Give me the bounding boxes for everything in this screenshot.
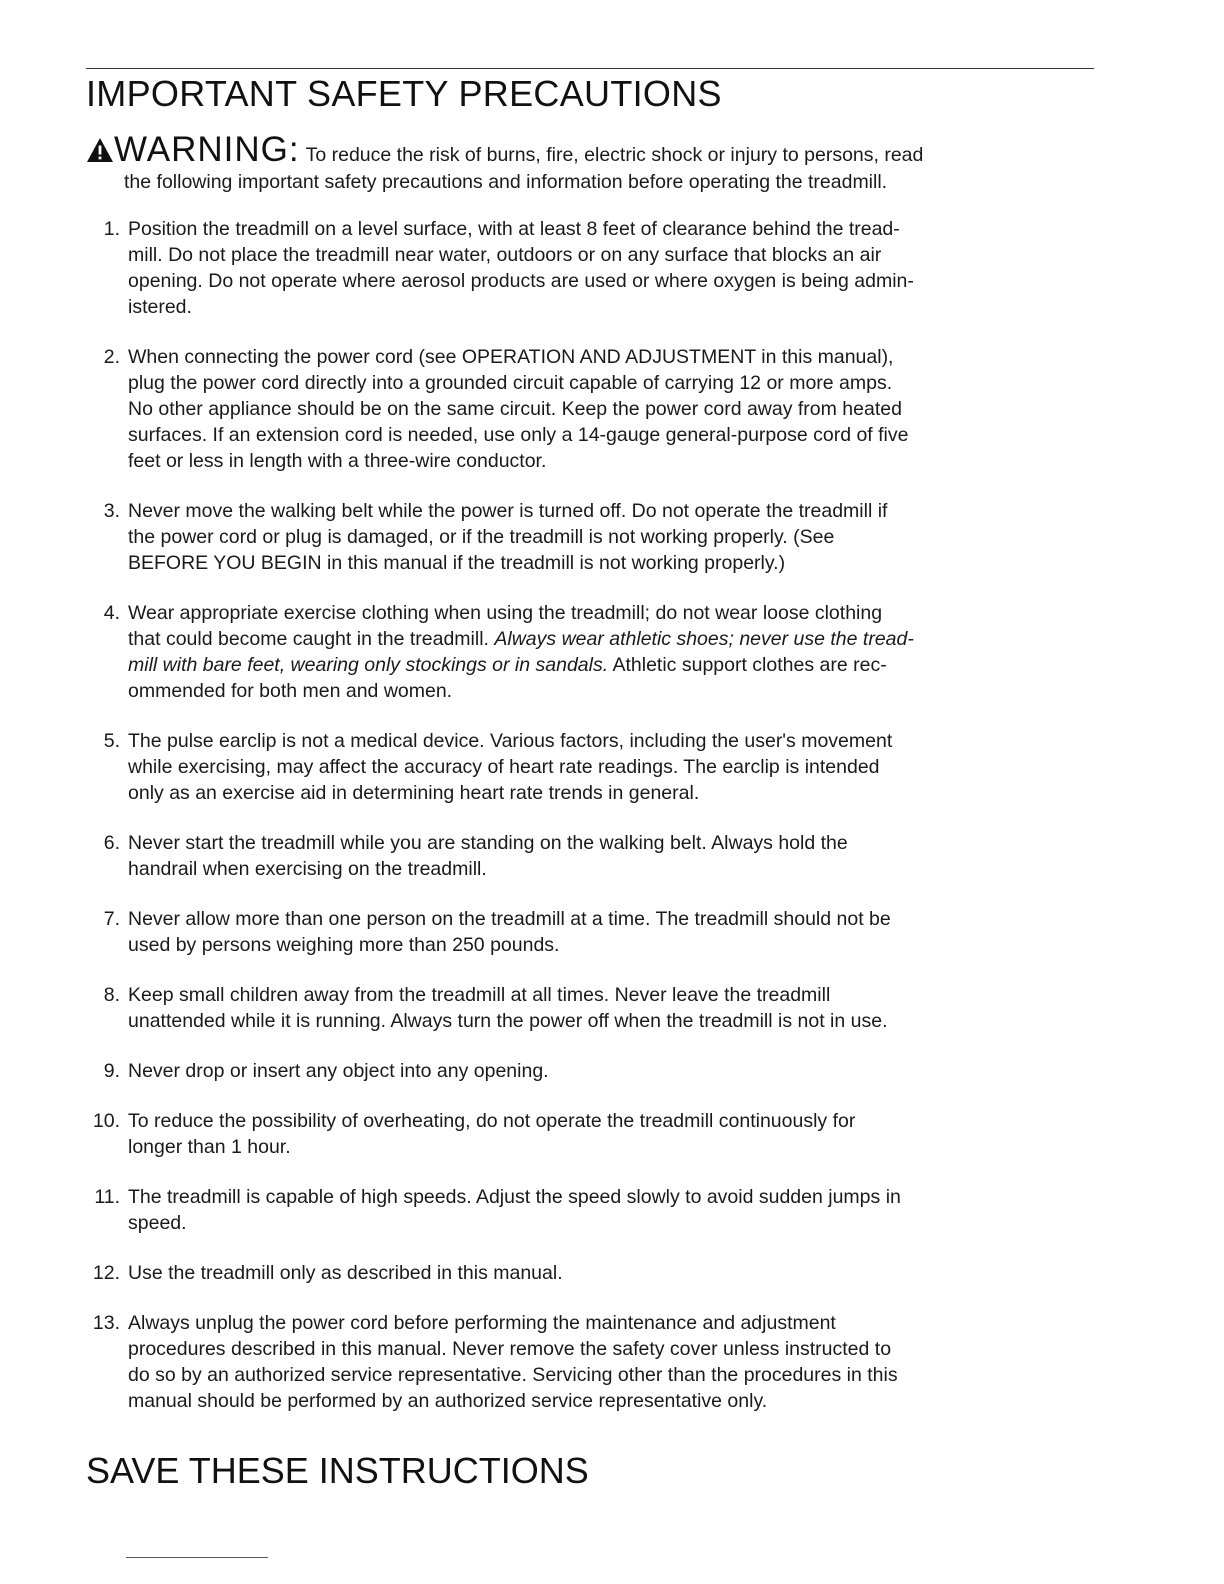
- precautions-list: [86, 216, 1096, 1438]
- list-item-11: [86, 1184, 1096, 1236]
- item-number: 10.: [92, 1110, 120, 1132]
- item-text-line: mill. Do not place the treadmill near water, outdoors or on any surface that blocks an air: [128, 244, 882, 266]
- warning-line-1: [86, 130, 1096, 169]
- item-text-line: surfaces. If an extension cord is needed, use only a 14-gauge general-purpose cord of five: [128, 424, 909, 446]
- item-text-line: procedures described in this manual. Never remove the safety cover unless instructed to: [128, 1338, 892, 1360]
- item-number: 6.: [103, 832, 120, 854]
- item-text-line: Keep small children away from the treadmill at all times. Never leave the treadmill: [128, 984, 831, 1006]
- item-number: 8.: [103, 984, 120, 1006]
- item-text-line: do so by an authorized service representative. Servicing other than the procedures in this: [128, 1364, 898, 1386]
- list-item-8: [86, 982, 1096, 1034]
- item-text-line: The pulse earclip is not a medical device. Various factors, including the user's movement: [128, 730, 893, 752]
- item-text-line: Wear appropriate exercise clothing when using the treadmill; do not wear loose clothing: [128, 602, 883, 624]
- list-item-2: [86, 344, 1096, 474]
- item-text-line: the power cord or plug is damaged, or if the treadmill is not working properly. (See: [128, 526, 835, 548]
- item-text-line: speed.: [128, 1212, 187, 1234]
- warning-block: [86, 130, 1096, 196]
- item-text-line: istered.: [128, 296, 192, 318]
- item-text-line: only as an exercise aid in determining heart rate trends in general.: [128, 782, 700, 804]
- item-text-line: manual should be performed by an authorized service representative only.: [128, 1390, 768, 1412]
- item-text-line: Never allow more than one person on the treadmill at a time. The treadmill should not be: [128, 908, 891, 930]
- list-item-5: [86, 728, 1096, 806]
- item-number: 4.: [103, 602, 120, 624]
- save-instructions-heading: SAVE THESE INSTRUCTIONS: [86, 1450, 589, 1491]
- item-text-line: Use the treadmill only as described in this manual.: [128, 1262, 563, 1284]
- item-text-line: Never start the treadmill while you are standing on the walking belt. Always hold the: [128, 832, 848, 854]
- list-item-6: [86, 830, 1096, 882]
- item-text-plain: Athletic support clothes are rec-: [608, 654, 887, 676]
- warning-triangle-icon: [86, 137, 114, 163]
- bottom-rule: [126, 1557, 268, 1558]
- warning-text-2: the following important safety precautions and information before operating the treadmill.: [124, 171, 888, 193]
- list-item-9: [86, 1058, 1096, 1084]
- item-text-line: When connecting the power cord (see OPERATION AND ADJUSTMENT in this manual),: [128, 346, 894, 368]
- list-item-4: [86, 600, 1096, 704]
- item-text-line: feet or less in length with a three-wire conductor.: [128, 450, 547, 472]
- item-number: 5.: [103, 730, 120, 752]
- list-item-1: [86, 216, 1096, 320]
- item-text-line: The treadmill is capable of high speeds. Adjust the speed slowly to avoid sudden jumps in: [128, 1186, 901, 1208]
- item-number: 7.: [103, 908, 120, 930]
- item-number: 9.: [103, 1060, 120, 1082]
- list-item-13: [86, 1310, 1096, 1414]
- item-number: 2.: [103, 346, 120, 368]
- item-text-line: Never move the walking belt while the power is turned off. Do not operate the treadmill if: [128, 500, 888, 522]
- top-rule: [86, 68, 1094, 69]
- item-text-line: Never drop or insert any object into any opening.: [128, 1060, 549, 1082]
- item-text-plain: that could become caught in the treadmill.: [128, 628, 495, 650]
- warning-text-1: To reduce the risk of burns, fire, electric shock or injury to persons, read: [305, 144, 924, 166]
- item-text-line: while exercising, may affect the accuracy of heart rate readings. The earclip is intended: [128, 756, 880, 778]
- item-text-line: longer than 1 hour.: [128, 1136, 291, 1158]
- item-number: 3.: [103, 500, 120, 522]
- item-text-line: opening. Do not operate where aerosol products are used or where oxygen is being admin-: [128, 270, 914, 292]
- list-item-7: [86, 906, 1096, 958]
- item-number: 1.: [103, 218, 120, 240]
- list-item-12: [86, 1260, 1096, 1286]
- list-item-10: [86, 1108, 1096, 1160]
- item-number: 12.: [92, 1262, 120, 1284]
- item-text-line: No other appliance should be on the same circuit. Keep the power cord away from heated: [128, 398, 902, 420]
- item-text-line: used by persons weighing more than 250 pounds.: [128, 934, 560, 956]
- item-text-line: Always unplug the power cord before performing the maintenance and adjustment: [128, 1312, 836, 1334]
- item-text-line: To reduce the possibility of overheating, do not operate the treadmill continuously for: [128, 1110, 856, 1132]
- item-text-line: BEFORE YOU BEGIN in this manual if the treadmill is not working properly.): [128, 552, 786, 574]
- item-text-line: unattended while it is running. Always turn the power off when the treadmill is not in use.: [128, 1010, 888, 1032]
- item-text-line: Position the treadmill on a level surface, with at least 8 feet of clearance behind the tread-: [128, 218, 900, 240]
- item-text-line: ommended for both men and women.: [128, 680, 453, 702]
- item-text-line: [128, 626, 1096, 652]
- item-text-italic: Always wear athletic shoes; never use the tread-: [494, 628, 914, 650]
- item-text-line: handrail when exercising on the treadmill.: [128, 858, 487, 880]
- item-text-line: [128, 652, 1096, 678]
- list-item-3: [86, 498, 1096, 576]
- warning-label: WARNING:: [114, 130, 300, 169]
- item-number: 13.: [92, 1312, 120, 1334]
- item-text-italic: mill with bare feet, wearing only stockings or in sandals.: [128, 654, 609, 676]
- item-number: 11.: [94, 1186, 120, 1208]
- item-text-line: plug the power cord directly into a grounded circuit capable of carrying 12 or more amps.: [128, 372, 893, 394]
- page-title: IMPORTANT SAFETY PRECAUTIONS: [86, 73, 722, 114]
